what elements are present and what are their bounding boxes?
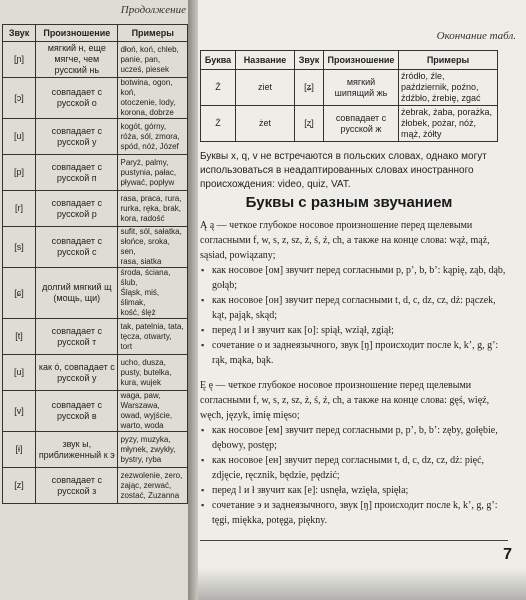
pronunciation-cell: звук ы, приближенный к э — [36, 432, 118, 468]
table-row — [3, 155, 188, 191]
pronunciation-cell: совпадает с русской о — [36, 78, 118, 119]
examples-cell: kogót, górny, róża, sól, zmora, spód, nóż, Józef — [118, 119, 188, 155]
col-name: Название — [236, 51, 295, 70]
left-page — [0, 0, 188, 600]
table-row — [3, 319, 188, 355]
sound-cell: [z] — [3, 468, 36, 504]
examples-cell: waga, paw, Warszawa, owad, wyjście, warto, woda — [118, 391, 188, 432]
sound-cell: [p] — [3, 155, 36, 191]
examples-cell: zezwolenie, zero, zając, zerwać, zostać, Zuzanna — [118, 468, 188, 504]
letter-cell: Ź — [201, 70, 236, 106]
examples-cell: źródło, źle, październik, poźno, źdźbło, źrebię, zgać — [399, 70, 498, 106]
pronunciation-cell: совпадает с русской з — [36, 468, 118, 504]
rule-item: ▪ как носовое [он] звучит перед согласными t, d, c, dz, cz, dż: pączek, kąt, pająk, skąd; — [212, 293, 506, 323]
pronunciation-cell: совпадает с русской п — [36, 155, 118, 191]
rule-item: ▪ как носовое [ем] звучит перед согласными p, p’, b, b’: zęby, gołębie, dębowy, postęp; — [212, 423, 506, 453]
table-row — [3, 78, 188, 119]
table-row — [3, 432, 188, 468]
foreign-letters-note: Буквы x, q, v не встречаются в польских словах, однако могут использоваться в неадаптированных словах иностранного происхождения: video, quiz, VAT. — [200, 151, 487, 190]
examples-cell: sufit, sól, sałatka, słońce, sroka, sen, rasa, siatka — [118, 227, 188, 268]
left-page-header: Продолжение — [120, 4, 186, 16]
sound-cell: [r] — [3, 191, 36, 227]
examples-cell: ucho, dusza, pusty, butelka, kura, wujek — [118, 355, 188, 391]
pronunciation-cell: совпадает с русской у — [36, 119, 118, 155]
page-shadow — [198, 568, 526, 600]
table-row — [3, 468, 188, 504]
letter-cell: Ż — [201, 106, 236, 142]
col-sound: Звук — [3, 25, 36, 42]
table-row — [3, 268, 188, 319]
rule-item: ▪ сочетание о и заднеязычного, звук [ŋ] происходит после k, k’, g, g’: rąk, mąka, bąk. — [212, 338, 506, 368]
name-cell: żet — [236, 106, 295, 142]
pronunciation-cell: мягкий н, еще мягче, чем русский нь — [36, 42, 118, 78]
sound-cell: [v] — [3, 391, 36, 432]
right-page — [198, 0, 526, 600]
page-number: 7 — [503, 546, 512, 563]
table-row — [3, 191, 188, 227]
book-gutter — [188, 0, 198, 600]
table-row — [3, 227, 188, 268]
examples-cell: Paryż, palmy, pustynia, pałac, pływać, popływ — [118, 155, 188, 191]
sound-cell: [s] — [3, 227, 36, 268]
sound-cell: [u] — [3, 355, 36, 391]
examples-cell: środa, ściana, ślub, Śląsk, miś, ślimak, kość, ślęż — [118, 268, 188, 319]
col-pronunciation: Произношение — [36, 25, 118, 42]
pronunciation-cell: совпадает с русской с — [36, 227, 118, 268]
examples-cell: botwina, ogon, koń, otoczenie, lody, korona, dobrze — [118, 78, 188, 119]
sound-cell: [t] — [3, 319, 36, 355]
sound-cell: [ɔ] — [3, 78, 36, 119]
a-ogonek-rules — [200, 263, 506, 368]
footer-rule — [200, 540, 508, 541]
a-ogonek-section — [200, 218, 506, 368]
rule-item: ▪ как носовое [ен] звучит перед согласными t, d, c, dz, cz, dż: pięć, zdjęcie, ręcznik, będzie, pędzić; — [212, 453, 506, 483]
table-row — [3, 42, 188, 78]
col-examples: Примеры — [399, 51, 498, 70]
pronunciation-cell: долгий мягкий щ (мощь, щи) — [36, 268, 118, 319]
rule-item: ▪ перед l и ł звучит как [o]: spiął, wziął, zgiął; — [212, 323, 506, 338]
table-row — [201, 70, 498, 106]
left-sound-table — [2, 24, 188, 504]
right-page-header: Окончание табл. — [436, 30, 516, 42]
table-row — [3, 355, 188, 391]
pronunciation-cell: совпадает с русской ж — [324, 106, 399, 142]
name-cell: ziet — [236, 70, 295, 106]
sound-cell: [ɨ] — [3, 432, 36, 468]
col-pronunciation: Произношение — [324, 51, 399, 70]
e-ogonek-rules — [200, 423, 506, 528]
e-ogonek-intro: Ę ę — четкое глубокое носовое произношение перед щелевыми согласными f, w, s, z, sz, ż, ś, ź, ch, а также на конце слова: gęś, więź, węch, język, imię mięso; — [200, 380, 490, 421]
pronunciation-cell: совпадает с русской р — [36, 191, 118, 227]
rule-item: ▪ перед l и ł звучит как [e]: usnęła, wzięła, spięła; — [212, 483, 506, 498]
sound-cell: [ɲ] — [3, 42, 36, 78]
col-sound: Звук — [295, 51, 324, 70]
rule-item: ▪ как носовое [ом] звучит перед согласными p, p’, b, b’: kąpię, ząb, dąb, gołąb; — [212, 263, 506, 293]
sound-cell: [u] — [3, 119, 36, 155]
examples-cell: pyzy, muzyka, młynek, zwykły, bystry, ryba — [118, 432, 188, 468]
e-ogonek-section — [200, 378, 506, 528]
col-letter: Буква — [201, 51, 236, 70]
examples-cell: dłoń, koń, chleb, panie, pan, ucześ, piesek — [118, 42, 188, 78]
a-ogonek-intro: Ą ą — четкое глубокое носовое произношение перед щелевыми согласными f, w, s, z, sz, ż, ś, ź, ch, а также на конце слова: wąż, mąż, sąsiad, powiązany; — [200, 220, 490, 261]
examples-cell: żebrak, żaba, porażka, żłobek, pożar, nóż, mąż, żółty — [399, 106, 498, 142]
sound-cell: [ʑ] — [295, 70, 324, 106]
right-letter-table — [200, 50, 498, 142]
section-heading: Буквы с разным звучанием — [245, 194, 453, 211]
sound-cell: [ɕ] — [3, 268, 36, 319]
col-examples: Примеры — [118, 25, 188, 42]
pronunciation-cell: как ó, совпадает с русской у — [36, 355, 118, 391]
pronunciation-cell: мягкий шипящий жь — [324, 70, 399, 106]
examples-cell: tak, patelnia, tata, tęcza, otwarty, tort — [118, 319, 188, 355]
table-row — [3, 119, 188, 155]
table-row — [3, 391, 188, 432]
sound-cell: [ʐ] — [295, 106, 324, 142]
rule-item: ▪ сочетание э и заднеязычного, звук [ŋ] происходит после k, k’, g, g’: tęgi, miękka, potęga, piękny. — [212, 498, 506, 528]
examples-cell: rasa, praca, rura, rurka, ręka, brak, kora, radość — [118, 191, 188, 227]
pronunciation-cell: совпадает с русской т — [36, 319, 118, 355]
pronunciation-cell: совпадает с русской в — [36, 391, 118, 432]
table-row — [201, 106, 498, 142]
